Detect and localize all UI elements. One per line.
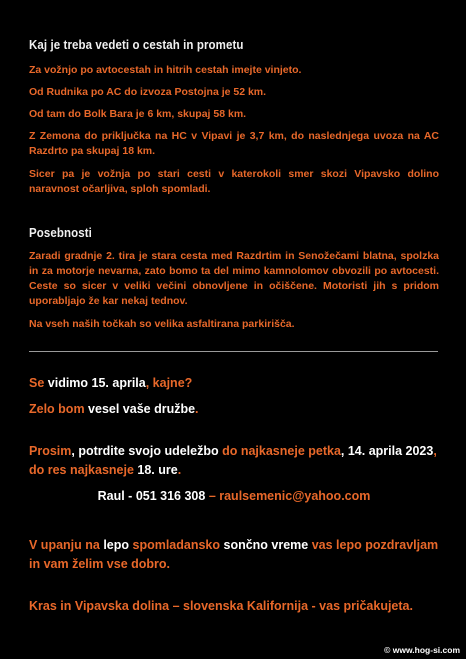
paragraph-bolk-bar: Od tam do Bolk Bara je 6 km, skupaj 58 km. (29, 108, 247, 120)
paragraph-construction: Zaradi gradnje 2. tira je stara cesta med Razdrtim in Senožečami blatna, spolzka in za motorje nevarna, zato bomo ta del mimo kamnolomov obvozili po avtocesti. Ceste so sicer v veliki večini obnovljene in očiščene. Motoristi jih s pridom uporabljajo že kar nekaj tednov. (29, 250, 439, 307)
paragraph-parking: Na vseh naših točkah so velika asfaltirana parkirišča. (29, 318, 295, 330)
section-heading-special: Posebnosti (29, 226, 92, 240)
paragraph-zemono: Z Zemona do priključka na HC v Vipavi je 3,7 km, do naslednjega uvoza na AC Razdrto pa skupaj 18 km. (29, 130, 439, 157)
contact-email[interactable]: – raulsemenic@yahoo.com (205, 489, 371, 503)
invite-line-date: Se vidimo 15. aprila, kajne? (29, 376, 193, 390)
invite-line-weather: V upanju na lepo spomladansko sončno vreme vas lepo pozdravljam in vam želim vse dobro. (29, 538, 439, 571)
contact-line: Raul - 051 316 308 – raulsemenic@yahoo.com (97, 489, 371, 503)
paragraph-old-road: Sicer pa je vožnja po stari cesti v katerokoli smer skozi Vipavsko dolino naravnost očarljiva, sploh spomladi. (29, 168, 439, 195)
paragraph-rudnik: Od Rudnika po AC do izvoza Postojna je 52 km. (29, 86, 267, 98)
paragraph-vignette: Za vožnjo po avtocestah in hitrih cestah imejte vinjeto. (29, 64, 302, 76)
divider (29, 351, 438, 352)
invite-line-company: Zelo bom vesel vaše družbe. (29, 402, 199, 416)
footer-copyright: © www.hog-si.com (384, 645, 460, 655)
invite-line-confirm: Prosim, potrdite svojo udeležbo do najkasneje petka, 14. aprila 2023, do res najkasneje 18. ure. (29, 444, 437, 477)
closing-line: Kras in Vipavska dolina – slovenska Kalifornija - vas pričakujeta. (29, 599, 413, 613)
section-heading-roads: Kaj je treba vedeti o cestah in prometu (29, 38, 244, 52)
